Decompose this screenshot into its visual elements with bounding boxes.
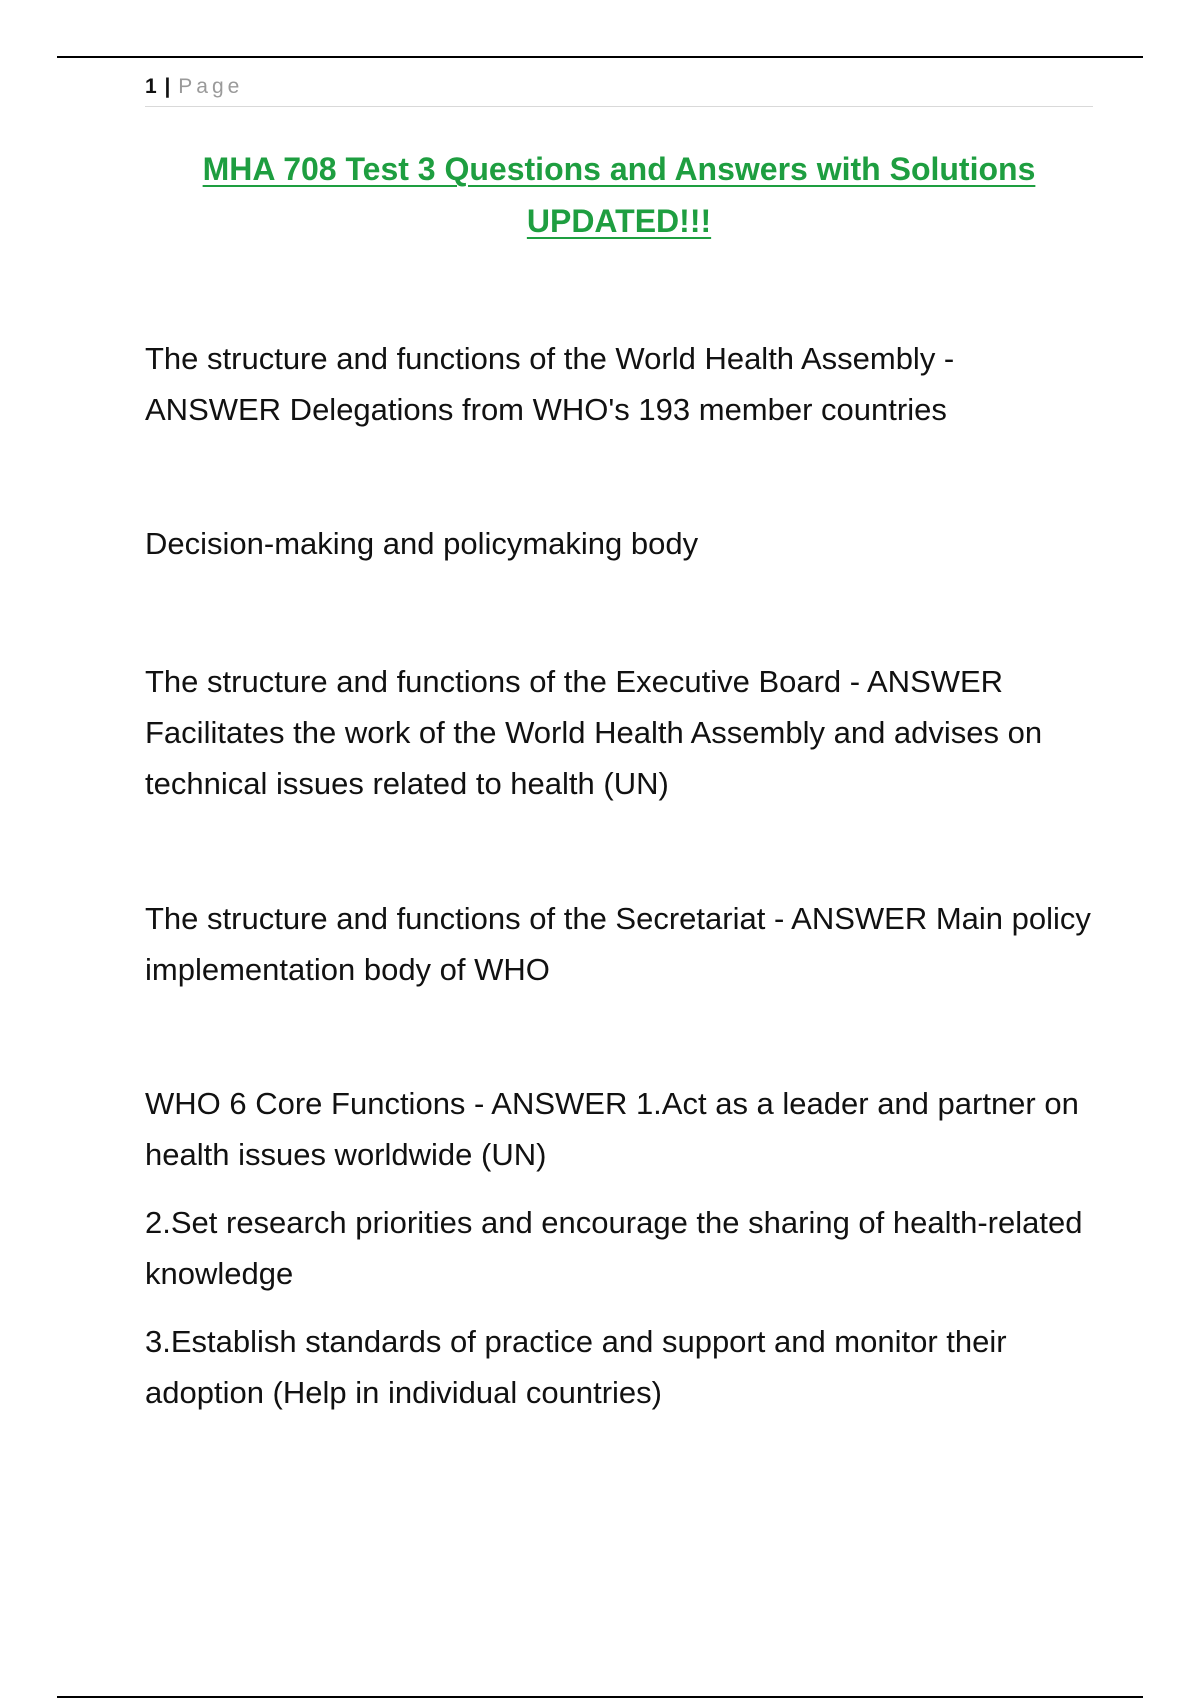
page-number: 1 (145, 75, 157, 98)
paragraph-core-functions: WHO 6 Core Functions - ANSWER 1.Act as a leader and partner on health issues worldwide (UN) (145, 1086, 1079, 1172)
page-label: Page (178, 75, 244, 98)
paragraph-world-health-assembly: The structure and functions of the World Health Assembly - ANSWER Delegations from WHO's 193 member countries (145, 341, 955, 427)
paragraph-secretariat: The structure and functions of the Secretariat - ANSWER Main policy implementation body of WHO (145, 901, 1091, 987)
top-rule (57, 56, 1143, 58)
paragraph-core-function-2: 2.Set research priorities and encourage the sharing of health-related knowledge (145, 1205, 1083, 1291)
page-header (145, 74, 1093, 107)
page-separator: | (164, 75, 171, 98)
paragraph-decision-making: Decision-making and policymaking body (145, 526, 699, 561)
document-title: MHA 708 Test 3 Questions and Answers with Solutions UPDATED!!! (202, 151, 1036, 239)
bottom-rule (57, 1696, 1143, 1698)
paragraph-executive-board: The structure and functions of the Executive Board - ANSWER Facilitates the work of the World Health Assembly and advises on technical issues related to health (UN) (145, 664, 1043, 801)
paragraph-core-function-3: 3.Establish standards of practice and support and monitor their adoption (Help in individual countries) (145, 1324, 1007, 1410)
